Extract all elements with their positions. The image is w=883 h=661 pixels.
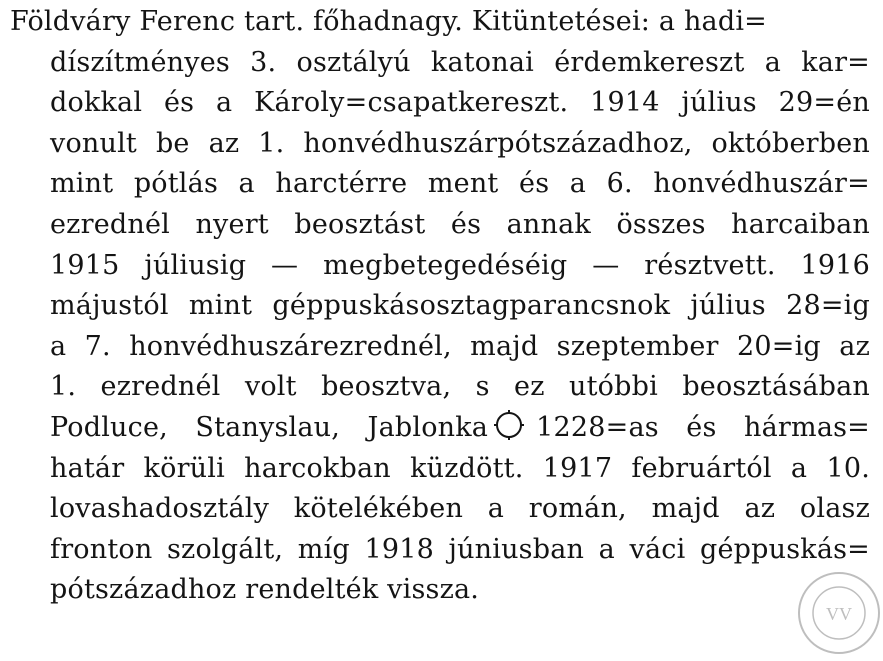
- document-text: [10, 2, 870, 611]
- text-line: 1915 júliusig — megbetegedéséig — résztvett. 1916: [50, 249, 870, 281]
- text-line-with-symbol: [10, 408, 870, 449]
- text-line: dokkal és a Károly=csapatkereszt. 1914 július 29=én: [50, 87, 870, 119]
- archive-stamp-watermark-icon: [796, 570, 882, 656]
- text-line: 1. ezrednél volt beosztva, s ez utóbbi beosztásában: [50, 371, 870, 403]
- text-line: mint pótlás a harctérre ment és a 6. honvédhuszár=: [50, 168, 870, 200]
- circle-symbol-icon: [494, 410, 524, 440]
- text-line: lovashadosztály kötelékében a román, majd az olasz: [50, 493, 870, 525]
- text-line: határ körüli harcokban küzdött. 1917 februártól a 10.: [50, 452, 870, 484]
- text-line: Földváry Ferenc tart. főhadnagy. Kitüntetései: a hadi=: [10, 6, 767, 37]
- text-segment: Podluce, Stanyslau, Jablonka: [50, 411, 489, 443]
- text-line: ezrednél nyert beosztást és annak összes harcaiban: [50, 208, 870, 240]
- text-segment: 1228=as és hármas=: [536, 411, 870, 443]
- text-line: májustól mint géppuskásosztagparancsnok július 28=ig: [50, 290, 870, 322]
- text-line: vonult be az 1. honvédhuszárpótszázadhoz, októberben: [50, 127, 870, 159]
- text-line: fronton szolgált, míg 1918 júniusban a váci géppuskás=: [50, 533, 870, 565]
- svg-text:VV: VV: [826, 604, 852, 624]
- text-line: díszítményes 3. osztályú katonai érdemkereszt a kar=: [50, 46, 870, 78]
- text-line: a 7. honvédhuszárezrednél, majd szeptember 20=ig az: [50, 330, 870, 362]
- text-line: pótszázadhoz rendelték vissza.: [50, 574, 480, 606]
